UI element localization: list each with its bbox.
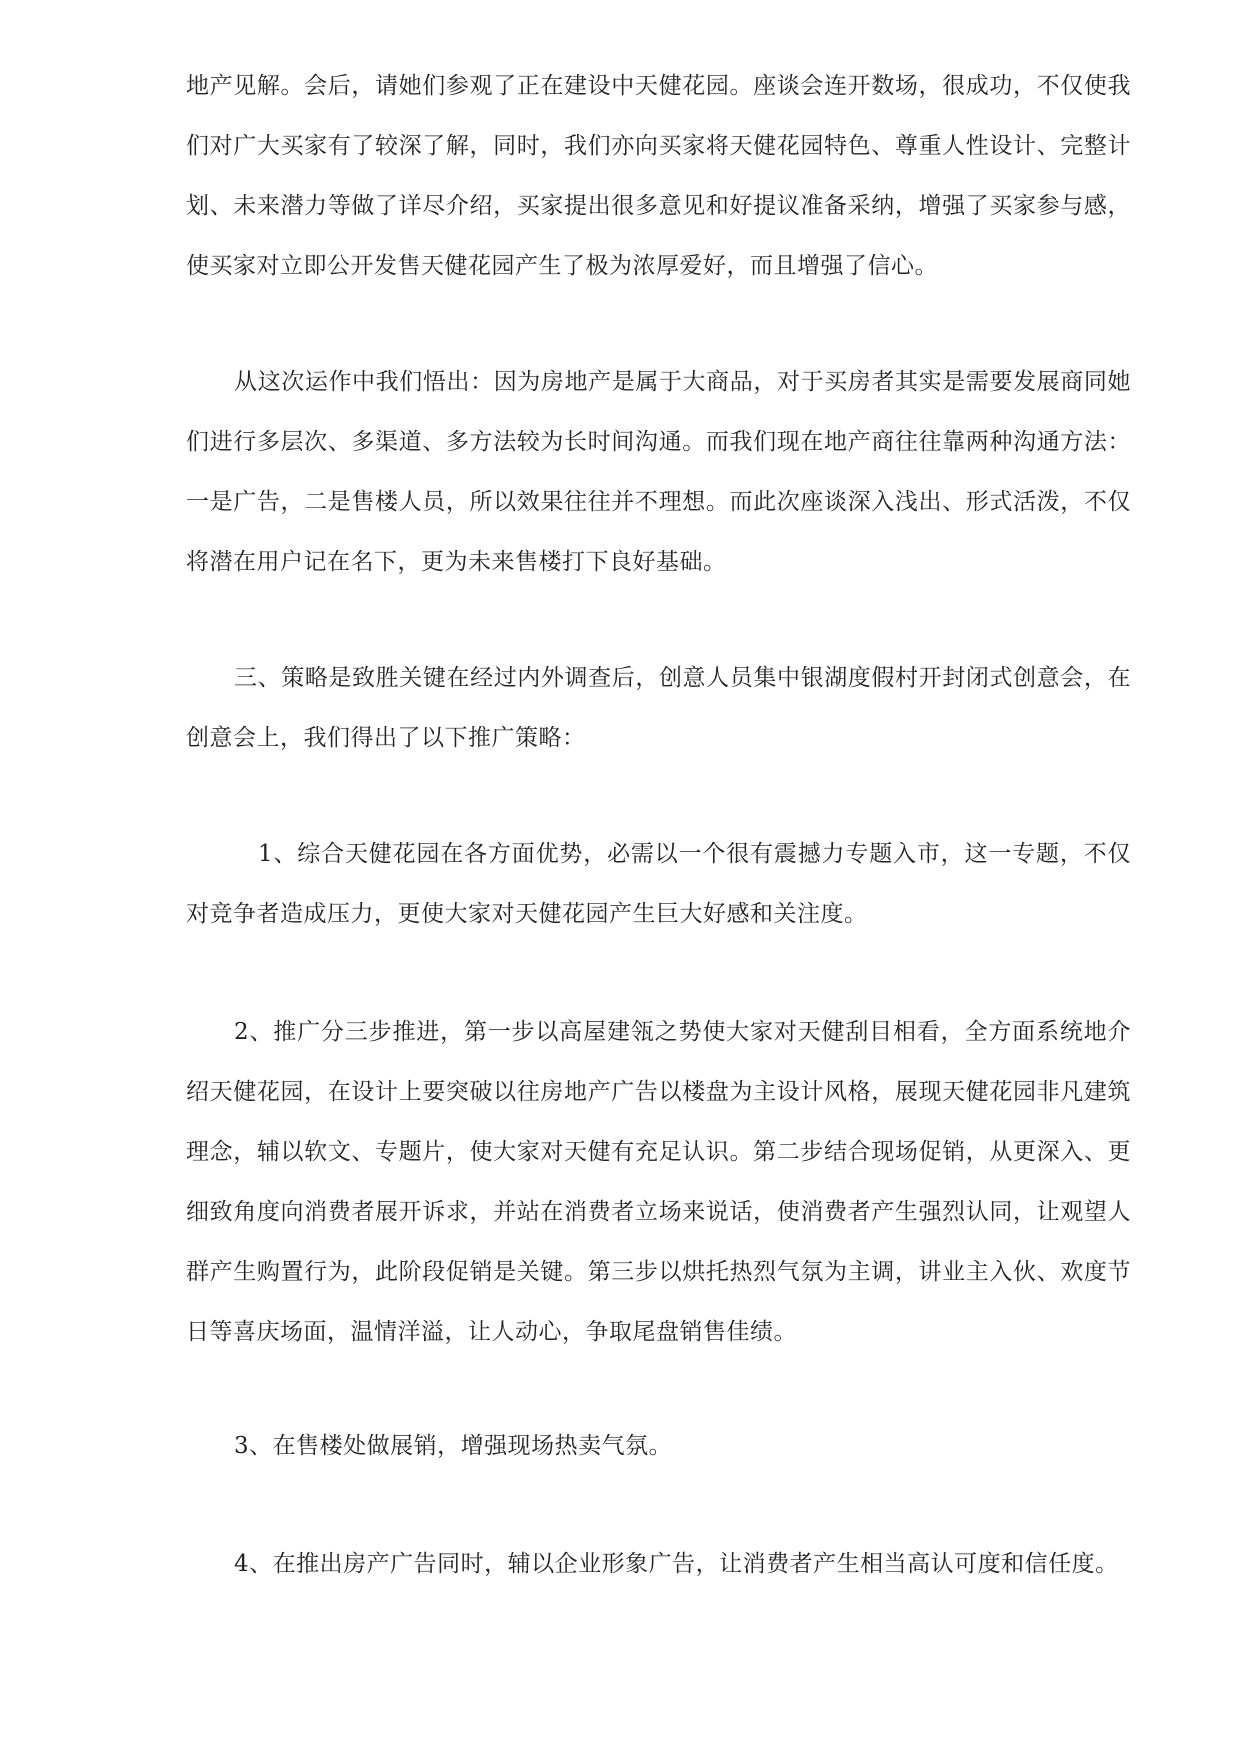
paragraph-strategy-item-1: 1、综合天健花园在各方面优势，必需以一个很有震撼力专题入市，这一专题，不仅对竞争者造成压力，更使大家对天健花园产生巨大好感和关注度。 [186,841,1131,927]
paragraph-strategy-item-2: 2、推广分三步推进，第一步以高屋建瓴之势使大家对天健刮目相看，全方面系统地介绍天健花园，在设计上要突破以往房地产广告以楼盘为主设计风格，展现天健花园非凡建筑理念，辅以软文、专题片，使大家对天健有充足认识。第二步结合现场促销，从更深入、更细致角度向消费者展开诉求，并站在消费者立场来说话，使消费者产生强烈认同，让观望人群产生购置行为，此阶段促销是关键。第三步以烘托热烈气氛为主调，讲业主入伙、欢度节日等喜庆场面，温情洋溢，让人动心，争取尾盘销售佳绩。 [186,1019,1131,1345]
paragraph-seminar-summary: 地产见解。会后，请她们参观了正在建设中天健花园。座谈会连开数场，很成功，不仅使我们对广大买家有了较深了解，同时，我们亦向买家将天健花园特色、尊重人性设计、完整计划、未来潜力等做了详尽介绍，买家提出很多意见和好提议准备采纳，增强了买家参与感，使买家对立即公开发售天健花园产生了极为浓厚爱好，而且增强了信心。 [186,73,1131,279]
paragraph-strategy-item-3: 3、在售楼处做展销，增强现场热卖气氛。 [234,1433,673,1459]
paragraph-strategy-item-4: 4、在推出房产广告同时，辅以企业形象广告，让消费者产生相当高认可度和信任度。 [234,1551,1119,1577]
paragraph-strategy-heading: 三、策略是致胜关键在经过内外调查后，创意人员集中银湖度假村开封闭式创意会，在创意会上，我们得出了以下推广策略： [186,665,1131,751]
paragraph-lessons-learned: 从这次运作中我们悟出：因为房地产是属于大商品，对于买房者其实是需要发展商同她们进行多层次、多渠道、多方法较为长时间沟通。而我们现在地产商往往靠两种沟通方法：一是广告，二是售楼人员，所以效果往往并不理想。而此次座谈深入浅出、形式活泼，不仅将潜在用户记在名下，更为未来售楼打下良好基础。 [186,369,1131,575]
